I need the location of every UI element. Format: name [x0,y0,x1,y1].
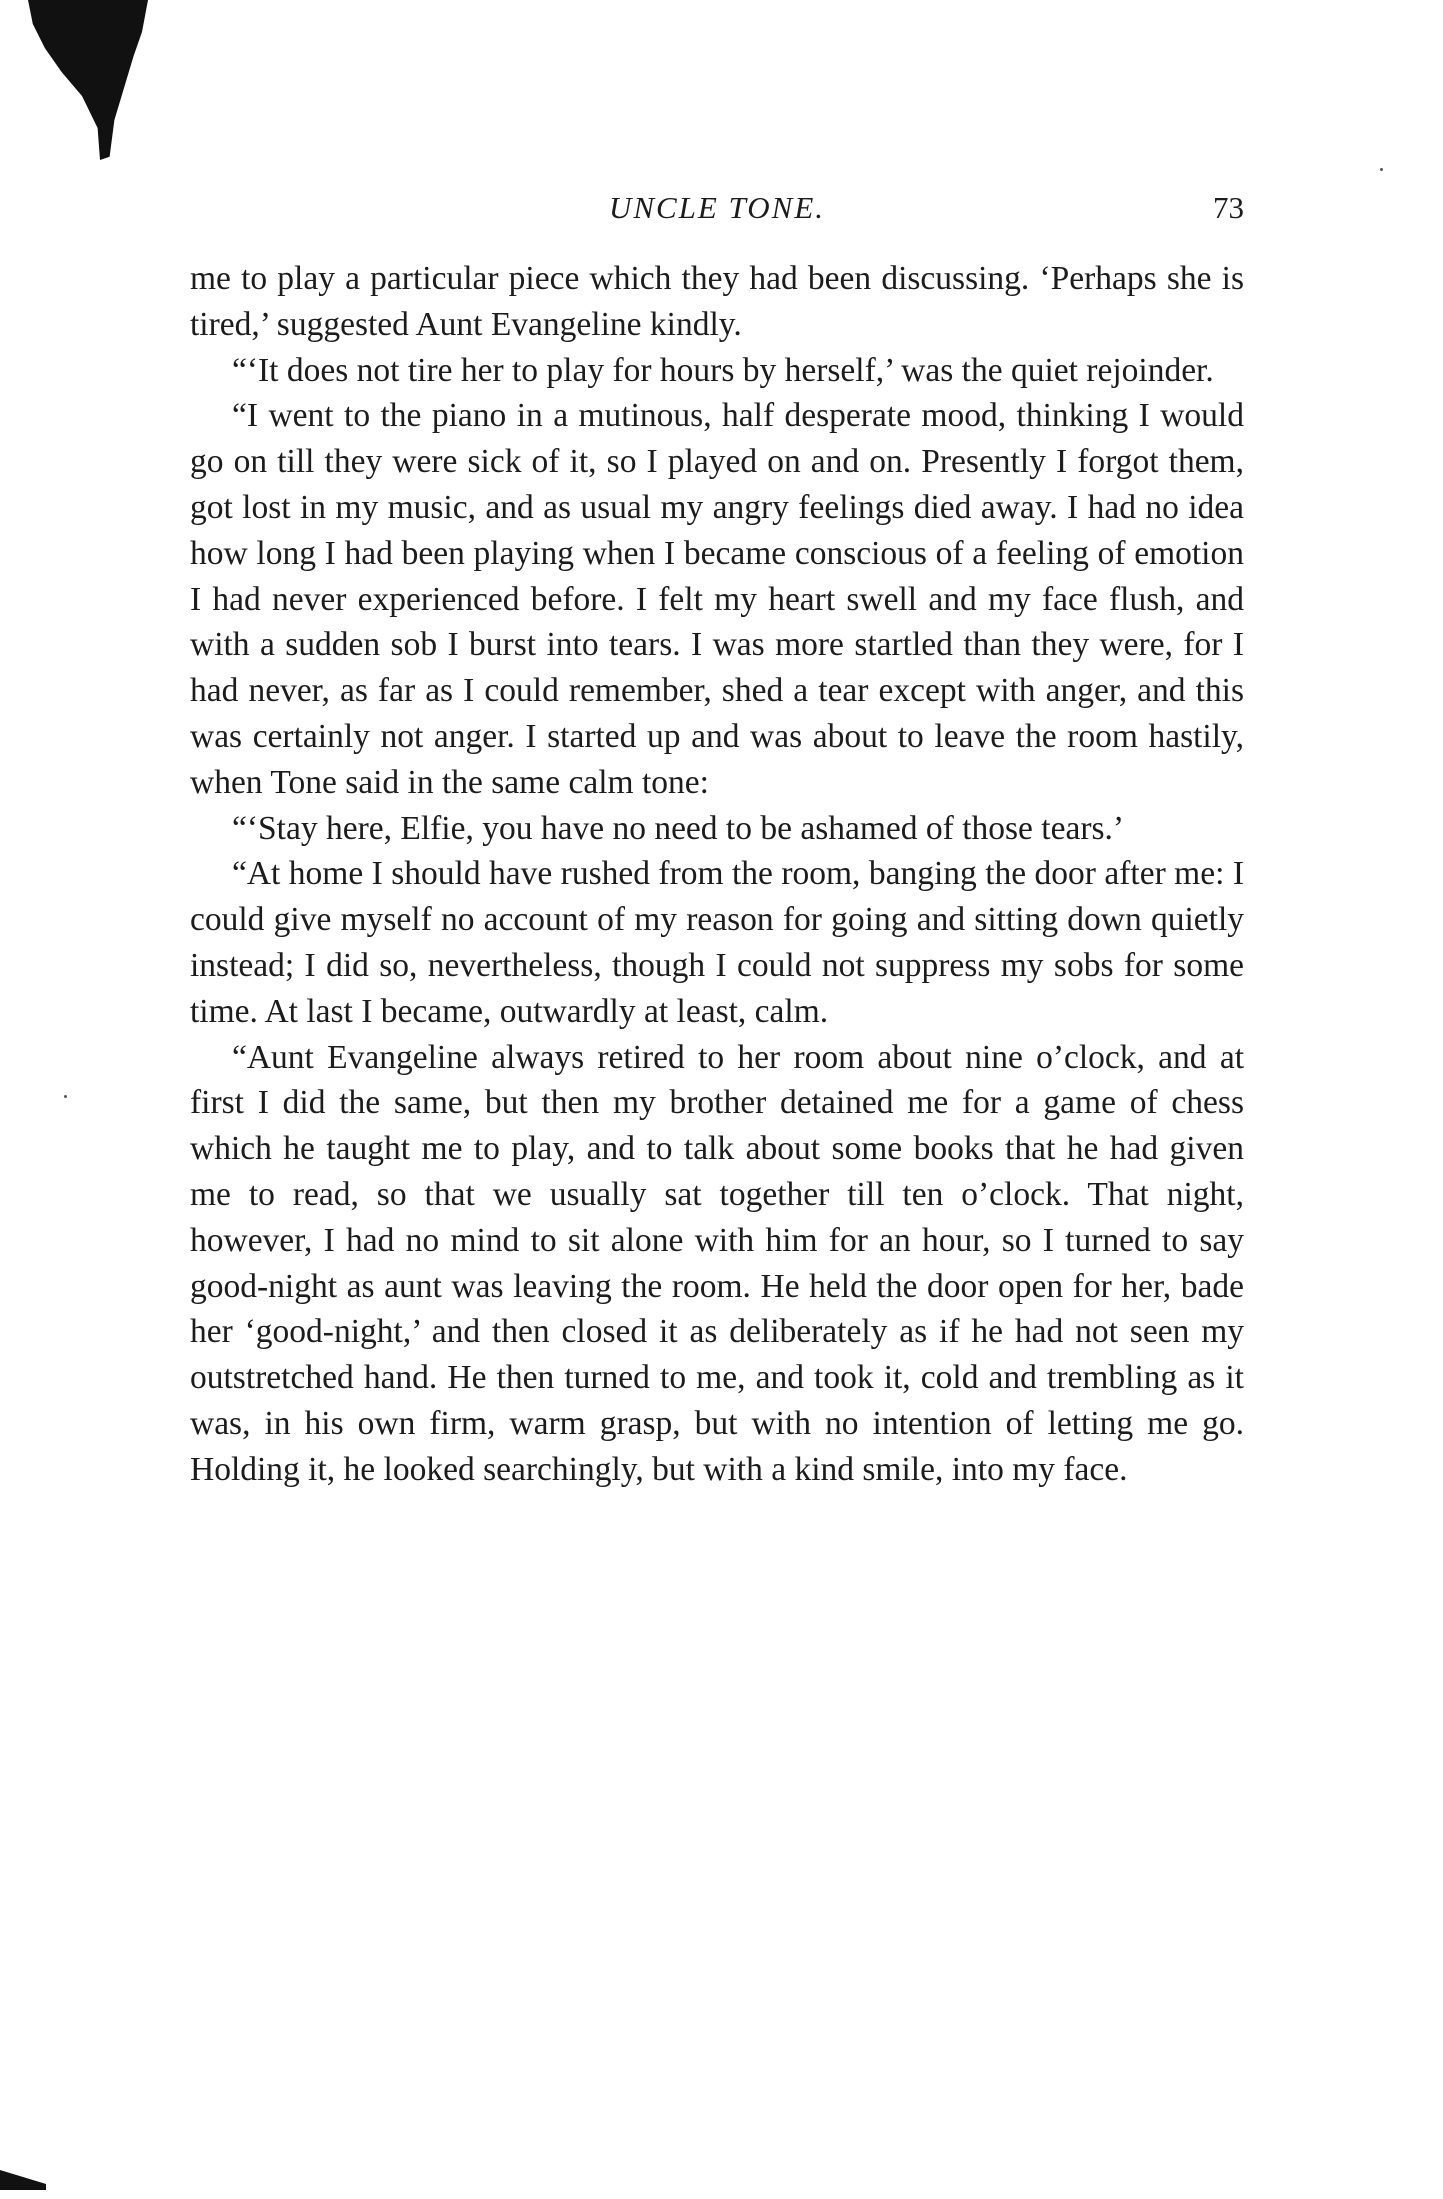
running-title: UNCLE TONE. [608,190,826,225]
scan-shadow-artifact [28,0,148,160]
scan-edge-artifact [0,2170,46,2190]
page-number: 73 [1213,190,1244,225]
body-text [190,256,1244,1493]
paragraph: “Aunt Evangeline always retired to her room about nine o’clock, and at first I did the same, but then my brother detained me for a game of chess which he taught me to play, and to talk about some books that he had given me to read, so that we usually sat together till ten o’clock. That night, however, I had no mind to sit alone with him for an hour, so I turned to say good-night as aunt was leaving the room. He held the door open for her, bade her ‘good-night,’ and then closed it as deliberately as if he had not seen my outstretched hand. He then turned to me, and took it, cold and trembling as it was, in his own firm, warm grasp, but with no intention of letting me go. Holding it, he looked searchingly, but with a kind smile, into my face. [190,1038,1244,1488]
paragraph: “‘It does not tire her to play for hours by herself,’ was the quiet rejoinder. [232,351,1214,389]
paragraph: me to play a particular piece which they had been discussing. ‘Perhaps she is tired,’ suggested Aunt Evangeline kindly. [190,260,1244,343]
scan-speck [1380,168,1383,171]
paragraph: “At home I should have rushed from the room, banging the door after me: I could give myself no account of my reason for going and sitting down quietly instead; I did so, nevertheless, though I could not suppress my sobs for some time. At last I became, outwardly at least, calm. [190,855,1244,1030]
paragraph: “I went to the piano in a mutinous, half desperate mood, thinking I would go on till they were sick of it, so I played on and on. Presently I forgot them, got lost in my music, and as usual my angry feelings died away. I had no idea how long I had been playing when I became conscious of a feeling of emotion I had never experienced before. I felt my heart swell and my face flush, and with a sudden sob I burst into tears. I was more startled than they were, for I had never, as far as I could remember, shed a tear except with anger, and this was certainly not anger. I started up and was about to leave the room hastily, when Tone said in the same calm tone: [190,397,1244,801]
page-header [190,190,1244,230]
paragraph: “‘Stay here, Elfie, you have no need to be ashamed of those tears.’ [232,809,1125,847]
scan-speck [64,1095,67,1098]
